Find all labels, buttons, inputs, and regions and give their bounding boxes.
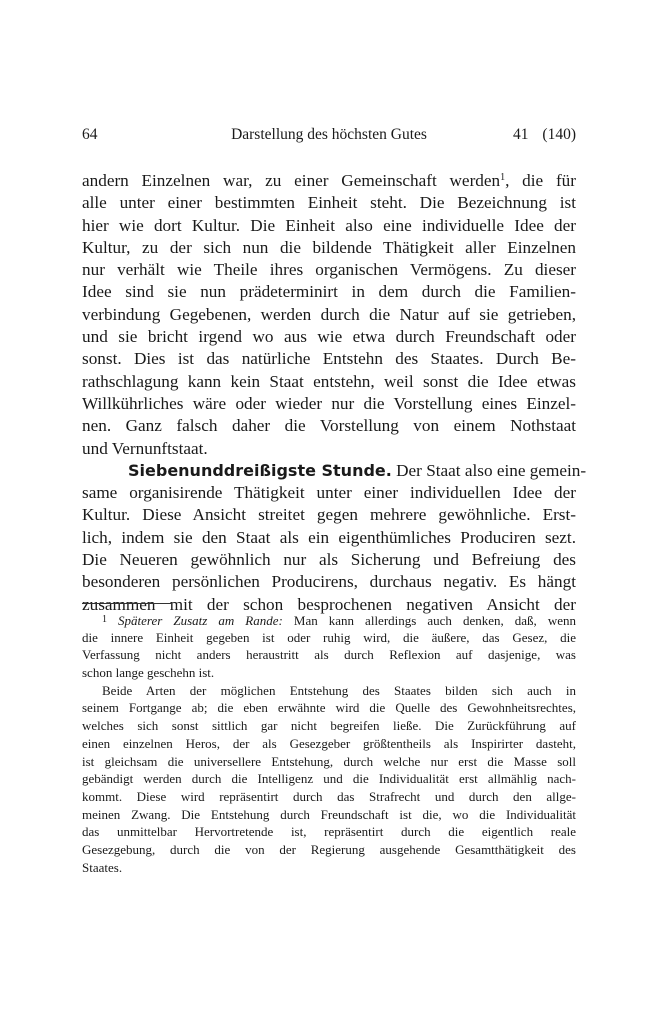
text-line: zusammen mit der schon besprochenen negativen Ansicht der [82, 594, 576, 614]
footnote-line: Gesezgebung, durch die von der Regierung ausgehende Gesamtthätigkeit des [82, 841, 576, 857]
text-line: alle unter einer bestimmten Einheit steht. Die Bezeichnung ist [82, 193, 576, 213]
footnote-line: ist gleichsam die universellere Entstehung, durch welche nur erst die Masse soll [82, 753, 576, 769]
lecture-heading: Siebenunddreißigste Stunde. [128, 460, 392, 480]
footnote-line: kommt. Diese wird repräsentirt durch das Strafrecht und durch den allge- [82, 788, 576, 804]
footnote-line: schon lange geschehn ist. [82, 665, 215, 681]
main-text [82, 170, 587, 616]
footnote-line: meinen Zwang. Die Entstehung durch Freundschaft ist die, wo die Individualität [82, 806, 576, 822]
footnote-line: einen einzelnen Heros, der als Gesezgeber größtentheils als Inspirirter dasteht, [82, 735, 576, 751]
footnote-block [82, 611, 576, 876]
text-line: Die Neueren gewöhnlich nur als Sicherung und Befreiung des [82, 550, 576, 570]
text-line: und sie bricht irgend wo aus wie etwa durch Freundschaft oder [82, 327, 576, 347]
footnote-line: Staates. [82, 859, 123, 875]
running-header [82, 126, 576, 146]
text-line: sonst. Dies ist das natürliche Entstehn des Staates. Durch Be- [82, 349, 576, 369]
text-line: und Vernunftstaat. [82, 438, 208, 458]
text-line: same organisirende Thätigkeit unter einer individuellen Idee der [82, 483, 576, 503]
footnote-marker: 1 [500, 172, 506, 183]
footnote-label: Späterer Zusatz am Rande: [118, 613, 283, 628]
footnote-line: gebändigt werden durch die Intelligenz und die Individualität erst allmählig nach- [82, 771, 576, 787]
text-line: hier wie dort Kultur. Die Einheit also eine individuelle Idee der [82, 215, 576, 235]
footnote-line: Verfassung nicht anders heraustritt als durch Reflexion auf dasjenige, was [82, 647, 576, 663]
footnote-line: seinem Fortgange ab; die eben erwähnte wird die Quelle des Gewohnheitsrechtes, [82, 700, 576, 716]
section-number: 41 (140) [513, 126, 576, 143]
text-line: Kultur. Diese Ansicht streitet gegen mehrere gewöhnliche. Erst- [82, 505, 576, 525]
text-line: lich, indem sie den Staat als ein eigenthümliches Produciren sezt. [82, 527, 576, 547]
footnote-divider [82, 603, 172, 604]
text-line: Idee sind sie nun prädeterminirt in dem durch die Familien- [82, 282, 576, 302]
text-line: rathschlagung kann kein Staat entstehn, weil sonst die Idee etwas [82, 371, 576, 391]
footnote-line: das unmittelbar Hervortretende ist, repräsentirt durch die eigentlich reale [82, 824, 576, 840]
text-line: Willkührliches wäre oder wieder nur die Vorstellung eines Einzel- [82, 393, 576, 413]
page-number: 64 [82, 126, 98, 143]
footnote-number: 1 [102, 614, 107, 625]
footnote-line: welches sich sonst sittlich gar nicht begreifen ließe. Die Zurückführung auf [82, 718, 576, 734]
running-title: Darstellung des höchsten Gutes [231, 126, 427, 143]
text-line: Siebenunddreißigste Stunde. Der Staat also eine gemein- [128, 460, 587, 480]
footnote-line: $^1$ Späterer Zusatz am Rande: Man kann allerdings auch denken, daß, wenn [102, 613, 576, 628]
text-line: nen. Ganz falsch daher die Vorstellung von einem Nothstaat [82, 416, 576, 436]
text-line: nur verhält wie Theile ihres organischen Vermögens. Zu dieser [82, 260, 576, 280]
footnote-line: die innere Einheit gegeben ist oder ruhig wird, die äußere, das Gesez, die [82, 629, 576, 645]
text-line: verbindung Gegebenen, werden durch die Natur auf sie getrieben, [82, 304, 576, 324]
text-line: besonderen persönlichen Producirens, durchaus negativ. Es hängt [82, 572, 576, 592]
text-line: andern Einzelnen war, zu einer Gemeinschaft werden$^1$, die für [82, 171, 576, 190]
text-line: Kultur, zu der sich nun die bildende Thätigkeit aller Einzelnen [82, 237, 576, 257]
footnote-line: Beide Arten der möglichen Entstehung des Staates bilden sich auch in [102, 682, 576, 698]
